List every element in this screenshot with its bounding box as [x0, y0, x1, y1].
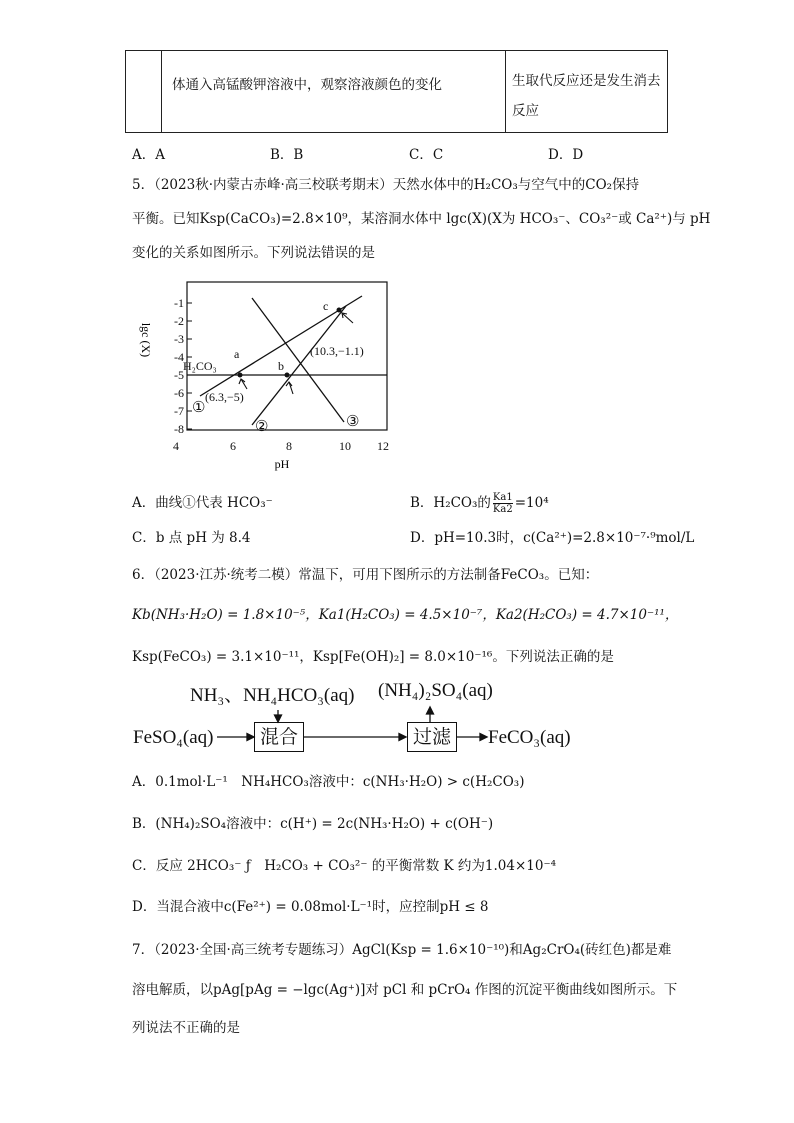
flow-step-mix: 混合: [254, 722, 304, 752]
q5-stem-line1: 5．（2023秋·内蒙古赤峰·高三校联考期末）天然水体中的H₂CO₃与空气中的CO₂保持: [132, 177, 640, 193]
curve-2: [252, 306, 346, 425]
y-tick-label: -4: [174, 350, 184, 364]
x-tick-label: 8: [286, 439, 292, 453]
y-tick-label: -8: [174, 422, 184, 436]
point-a-label: a: [234, 347, 240, 361]
flow-reagent-out: (NH₄)₂SO₄(aq): [378, 680, 493, 701]
curve-3: [252, 298, 344, 422]
q7-stem-line1: 7．（2023·全国·高三统考专题练习）AgCl(Ksp = 1.6×10⁻¹⁰)和Ag₂CrO₄(砖红色)都是难: [132, 942, 672, 958]
option-b-prefix: B．H₂CO₃的: [410, 495, 491, 511]
point-c-label: c: [323, 299, 329, 313]
q5-stem-line2: 平衡。已知Ksp(CaCO₃)=2.8×10⁹，某溶洞水体中 lgc(X)(X为 HCO₃⁻、CO₃²⁻或 Ca²⁺)与 pH: [132, 211, 711, 227]
flow-step-filter: 过滤: [407, 722, 457, 752]
table-cell-right: [506, 51, 668, 133]
point-b: [285, 373, 290, 378]
curve-1-label: ①: [192, 400, 206, 416]
x-tick-label: 4: [173, 439, 179, 453]
y-axis-label: lgc (X): [139, 322, 153, 358]
table-cell-middle: [162, 51, 506, 133]
x-tick-label: 10: [339, 439, 351, 453]
q5-option-c: C．b 点 pH 为 8.4: [132, 530, 251, 546]
y-tick-label: -3: [174, 332, 184, 346]
annotation-a: (6.3,−5): [205, 390, 244, 404]
x-axis-label: pH: [274, 457, 290, 471]
q5-option-d: D．pH=10.3时，c(Ca²⁺)=2.8×10⁻⁷·⁹mol/L: [410, 530, 695, 546]
h2co3-label: H₂CO₃: [183, 359, 217, 373]
point-a: [238, 373, 243, 378]
y-tick-label: -7: [174, 404, 184, 418]
table-cell-text: 体通入高锰酸钾溶液中，观察溶液颜色的变化: [172, 77, 442, 93]
annotation-c: (10.3,−1.1): [310, 344, 364, 358]
x-tick-label: 12: [377, 439, 389, 453]
q4-option-b: B．B: [270, 147, 304, 163]
q7-stem-line2: 溶电解质，以pAg[pAg = −lgc(Ag⁺)]对 pCl 和 pCrO₄ 作图的沉淀平衡曲线如图所示。下: [132, 982, 678, 998]
y-tick-label: -6: [174, 386, 184, 400]
flow-arrows: [210, 700, 510, 750]
q5-option-a: A．曲线①代表 HCO₃⁻: [132, 495, 273, 511]
q6-stem-line1: 6．（2023·江苏·统考二模）常温下，可用下图所示的方法制备FeCO₃。已知：: [132, 567, 599, 583]
curve-3-label: ③: [346, 414, 360, 430]
y-tick-label: -2: [174, 314, 184, 328]
curve-2-label: ②: [255, 419, 269, 435]
q5-chart: [130, 278, 400, 473]
table-cell-text: 生取代反应还是发生消去: [512, 73, 661, 89]
fraction-numerator: Ka1: [492, 492, 513, 503]
q6-option-a: A．0.1mol·L⁻¹ NH₄HCO₃溶液中：c(NH₃·H₂O) > c(H₂CO₃): [132, 774, 525, 790]
fraction-denominator: Ka2: [492, 504, 513, 515]
q6-option-b: B．(NH₄)₂SO₄溶液中：c(H⁺) = 2c(NH₃·H₂O) + c(OH⁻): [132, 816, 494, 832]
option-b-suffix: =10⁴: [514, 495, 549, 511]
flow-reagent-in: NH₃、NH₄HCO₃(aq): [190, 685, 355, 706]
x-tick-label: 6: [230, 439, 236, 453]
point-c: [337, 308, 342, 313]
q6-stem-line2: Kb(NH₃·H₂O) = 1.8×10⁻⁵，Ka1(H₂CO₃) = 4.5×10⁻⁷，Ka2(H₂CO₃) = 4.7×10⁻¹¹，: [132, 607, 679, 623]
point-b-label: b: [278, 359, 284, 373]
q5-stem-line3: 变化的关系如图所示。下列说法错误的是: [132, 245, 375, 261]
ka-fraction: [493, 492, 513, 515]
q6-option-c: C．反应 2HCO₃⁻ ƒ H₂CO₃ + CO₃²⁻ 的平衡常数 K 约为1.04×10⁻⁴: [132, 858, 556, 874]
q6-option-d: D．当混合液中c(Fe²⁺) = 0.08mol·L⁻¹时，应控制pH ≤ 8: [132, 899, 489, 915]
q4-option-d: D．D: [548, 147, 584, 163]
question-table: [125, 50, 668, 133]
table-cell-empty: [126, 51, 162, 133]
y-tick-label: -5: [174, 368, 184, 382]
q6-stem-line3: Ksp(FeCO₃) = 3.1×10⁻¹¹，Ksp[Fe(OH)₂] = 8.0×10⁻¹⁶。下列说法正确的是: [132, 649, 614, 665]
table-cell-text: 反应: [512, 103, 539, 119]
q4-option-c: C．C: [409, 147, 444, 163]
q4-option-a: A．A: [132, 147, 165, 163]
q7-stem-line3: 列说法不正确的是: [132, 1020, 240, 1036]
q5-option-b: [410, 491, 549, 515]
y-tick-label: -1: [174, 296, 184, 310]
flow-end: FeCO₃(aq): [488, 727, 571, 748]
flow-start: FeSO₄(aq): [133, 727, 214, 748]
